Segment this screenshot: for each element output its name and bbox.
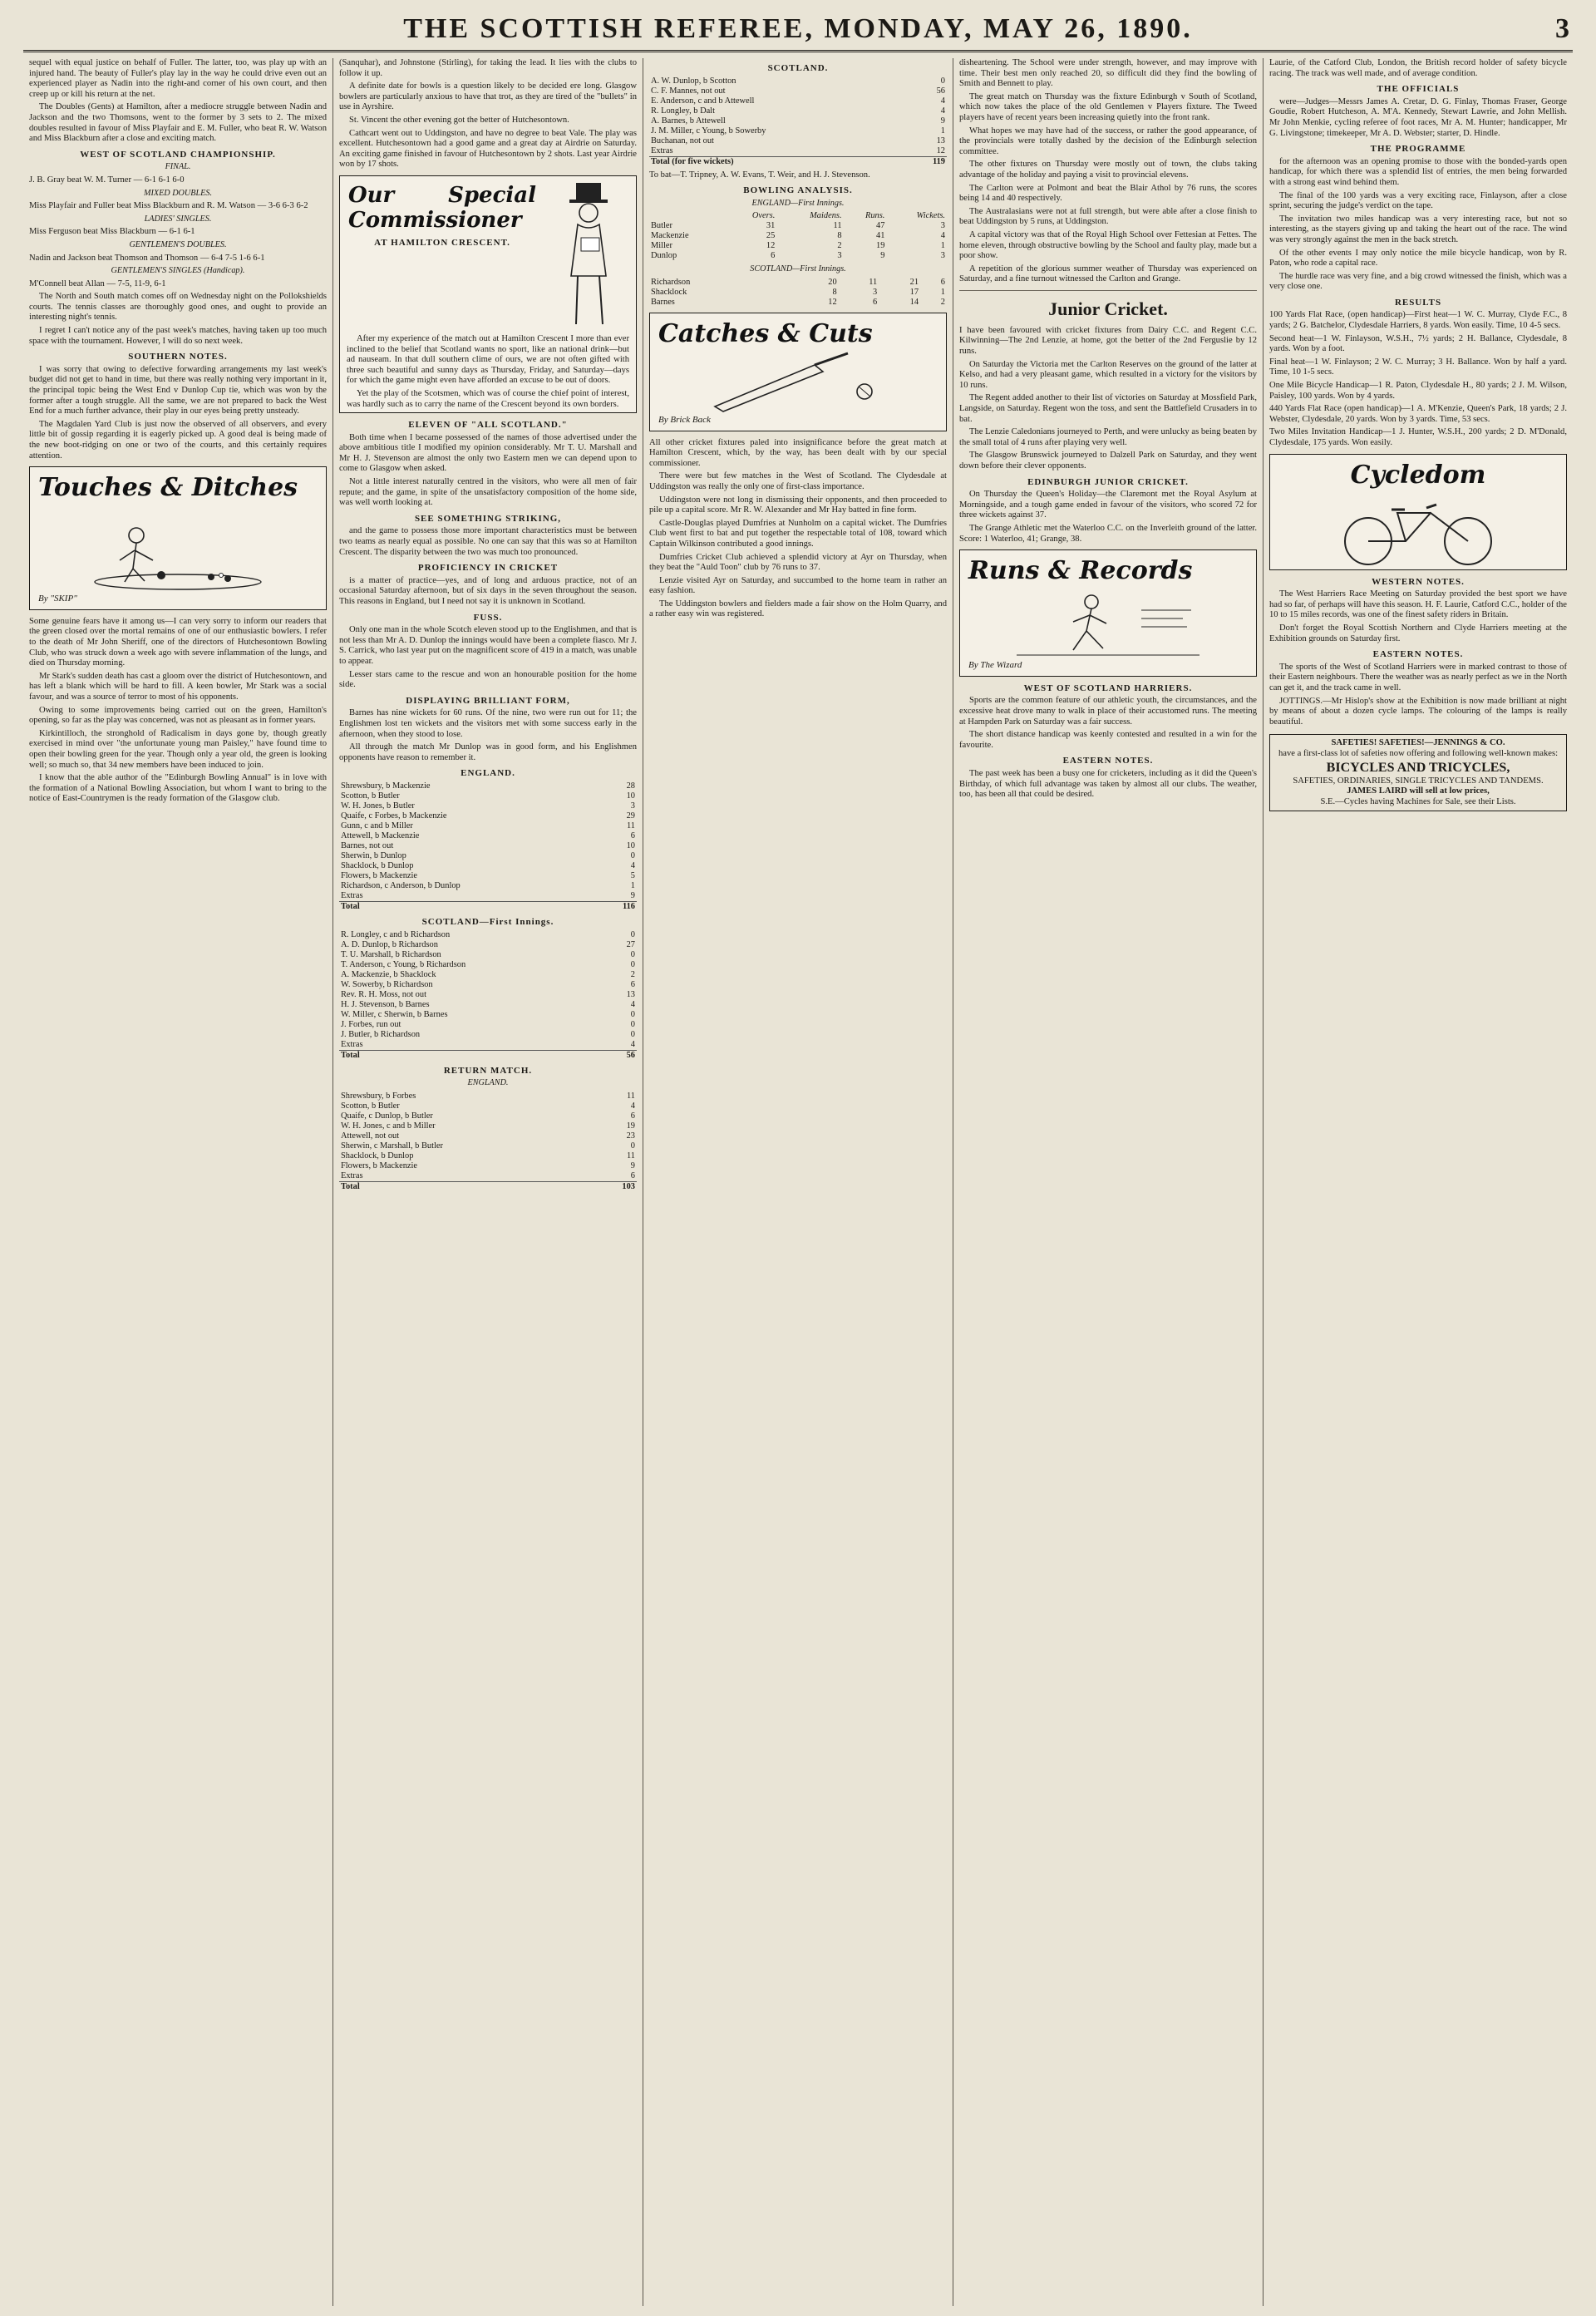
bicycle-sketch-icon: [1318, 490, 1518, 569]
ad-line: have a first-class lot of safeties now offering and following well-known makes:: [1278, 748, 1559, 758]
bowling-column-header: Overs.: [751, 211, 776, 221]
article-paragraph: Of the other events I may only notice the mile bicycle handicap, won by R. Paton, who rode a capital race.: [1269, 248, 1567, 269]
scorecard-scotland-return: [649, 76, 947, 167]
scorecard-row: H. J. Stevenson, b Barnes 4: [341, 999, 635, 1009]
bowling-subheading: SCOTLAND—First Innings.: [750, 264, 846, 274]
scorecard-row: W. Miller, c Sherwin, b Barnes 0: [341, 1009, 635, 1019]
jennings-advertisement: [1269, 734, 1567, 811]
panel-title: Runs & Records: [968, 556, 1193, 586]
scorecard-row: Shrewsbury, b Forbes 11: [341, 1091, 635, 1101]
bowling-row: Miller 12 2 19 1: [651, 241, 945, 251]
section-heading: WEST OF SCOTLAND CHAMPIONSHIP.: [80, 149, 276, 160]
article-paragraph: The Carlton were at Polmont and beat the Blair Athol by 76 runs, the scores being 14 and 40 respectively.: [959, 183, 1257, 204]
bowling-column-header: Maidens.: [810, 211, 842, 221]
scorecard-total: Total (for five wickets) 119: [651, 156, 945, 166]
scorecard-england: [339, 781, 637, 912]
article-paragraph: Lesser stars came to the rescue and won an honourable position for the home side.: [339, 669, 637, 690]
runner-sketch-icon: [1000, 585, 1216, 660]
scorecard-row: E. Anderson, c and b Attewell 4: [651, 96, 945, 106]
scorecard-row: Attewell, not out 23: [341, 1131, 635, 1141]
article-paragraph: Owing to some improvements being carried out on the green, Hamilton's opening, so far as the play was concerned, was not as pleasant as in former years.: [29, 705, 327, 726]
result-line: Second heat—1 W. Finlayson, W.S.H., 7½ yards; 2 H. Ballance, Clydesdale, 8 yards. Won by a foot.: [1269, 333, 1567, 354]
cricket-bat-sketch-icon: [690, 348, 906, 415]
result-line: J. B. Gray beat W. M. Turner — 6-1 6-1 6-0: [29, 175, 185, 185]
scorecard-scotland: [339, 930, 637, 1061]
article-paragraph: disheartening. The School were under strength, however, and may improve with time. Their best men only reached 20, so difficult did they find the bowling of Smith and Bennett to play.: [959, 58, 1257, 89]
article-paragraph: On Thursday the Queen's Holiday—the Claremont met the Royal Asylum at Morningside, and a tough game ended in favour of the visitors, who scored 72 for three wickets against 37.: [959, 490, 1257, 520]
article-paragraph: The North and South match comes off on Wednesday night on the Pollokshields courts. The tennis classes are thoroughly good ones, and ought to provide an interesting night's tennis.: [29, 292, 327, 323]
scorecard-row: Richardson, c Anderson, b Dunlop 1: [341, 880, 635, 890]
article-paragraph: JOTTINGS.—Mr Hislop's show at the Exhibition is now made brilliant at night by means of about a dozen cycle lamps. The colouring of the lamps is really beautiful.: [1269, 696, 1567, 727]
article-paragraph: sequel with equal justice on behalf of Fuller. The latter, too, was play up with an injured hand. The beauty of Fuller's play lay in the way he could drive even out an experienced player as Nadin into the right-and corner of his own court, and then creep up or kill his return at the net.: [29, 58, 327, 99]
scorecard-row: W. H. Jones, c and b Miller 19: [341, 1121, 635, 1131]
article-paragraph: The Uddingston bowlers and fielders made a fair show on the Holm Quarry, and a rather easy win was registered.: [649, 599, 947, 619]
columns: [23, 58, 1573, 2306]
article-paragraph: Barnes has nine wickets for 60 runs. Of the nine, two were run out for 11; the Englishmen lost ten wickets and the visitors met with some success early in the afternoon, when they stood to lose.: [339, 708, 637, 739]
section-heading: ELEVEN OF "ALL SCOTLAND.": [408, 420, 568, 431]
ad-headline: BICYCLES AND TRICYCLES,: [1326, 760, 1510, 775]
article-paragraph: A repetition of the glorious summer weather of Thursday was experienced on Saturday, and a fine turnout witnessed the Carlton and Grange.: [959, 264, 1257, 284]
article-paragraph: The sports of the West of Scotland Harriers were in marked contrast to those of their Eastern neighbours. There the weather was as nearly perfect as we in the North can get it, and the track came in well.: [1269, 662, 1567, 692]
panel-title: Catches & Cuts: [658, 318, 873, 348]
scorecard-row: Extras 12: [651, 145, 945, 155]
column-4: [953, 58, 1264, 2306]
result-line: 100 Yards Flat Race, (open handicap)—First heat—1 W. C. Murray, Clyde F.C., 8 yards; 2 G. Batchelor, Clydesdale Harriers, 8 yards. Won easily. Time, 10 4-5 secs.: [1269, 310, 1567, 331]
result-line: Nadin and Jackson beat Thomson and Thomson — 6-4 7-5 1-6 6-1: [29, 253, 265, 263]
article-paragraph: is a matter of practice—yes, and of long and arduous practice, not of an occasional Saturday afternoon, but of six days in the seven throughout the season. This reasons in England, but I need not say it is unknown in Scotland.: [339, 575, 637, 606]
article-paragraph: The invitation two miles handicap was a very interesting race, but not so interesting, as the stayers giving up and taking the heart out of the race. The wind was very strongly against the men in the back stretch.: [1269, 214, 1567, 244]
section-heading: EASTERN NOTES.: [1372, 649, 1464, 660]
scorecard-row: Shacklock, b Dunlop 11: [341, 1151, 635, 1160]
ad-line: SAFETIES! SAFETIES!—JENNINGS & CO.: [1331, 738, 1505, 748]
result-line: 440 Yards Flat Race (open handicap)—1 A. M'Kenzie, Queen's Park, 18 yards; 2 J. Webster, Clydesdale, 20 yards. Won by 3 yards. Time, 53 secs.: [1269, 404, 1567, 424]
scorecard-row: W. Sowerby, b Richardson 6: [341, 979, 635, 989]
section-heading: BOWLING ANALYSIS.: [743, 185, 853, 196]
scorecard-row: J. Forbes, run out 0: [341, 1019, 635, 1029]
special-commissioner-panel: [339, 175, 637, 413]
article-paragraph: The West Harriers Race Meeting on Saturday provided the best sport we have had so far, of perhaps will have this season. H. F. Laurie, Catford C.C., holder of the 10 to 15 miles records, was one of the finest safety riders in Britain.: [1269, 589, 1567, 620]
bowling-analysis-table-2: [649, 278, 947, 308]
runs-records-panel: [959, 549, 1257, 677]
scorecard-row: Scotton, b Butler 4: [341, 1101, 635, 1111]
bowling-column-header: Runs.: [865, 211, 885, 221]
panel-title: Touches & Ditches: [38, 473, 298, 503]
ad-line: SAFETIES, ORDINARIES, SINGLE TRICYCLES AND TANDEMS.: [1293, 776, 1544, 786]
bowling-row: Butler 31 11 47 3: [651, 221, 945, 231]
section-heading: WEST OF SCOTLAND HARRIERS.: [1023, 682, 1193, 693]
article-paragraph: I regret I can't notice any of the past week's matches, having taken up too much space with the tournament. However, I will do so next week.: [29, 326, 327, 346]
bowling-row: Shacklock 8 3 17 1: [651, 287, 945, 297]
article-paragraph: Both time when I became possessed of the names of those advertised under the above ambitious title I modified my opinion considerably. Mr T. U. Marshall and Mr H. J. Stevenson are almost the only two Eastern men we can depend upon to come to Glasgow when asked.: [339, 432, 637, 474]
scorecard-row: T. Anderson, c Young, b Richardson 0: [341, 959, 635, 969]
article-paragraph: Castle-Douglas played Dumfries at Nunholm on a capital wicket. The Dumfries Club went first to bat and put together the respectable total of 108, toward which Captain Wilkinson contributed a good innings.: [649, 518, 947, 549]
bowling-row: Dunlop 6 3 9 3: [651, 251, 945, 261]
article-paragraph: Laurie, of the Catford Club, London, the British record holder of safety bicycle racing. The track was well made, and of average condition.: [1269, 58, 1567, 78]
scorecard-row: Gunn, c and b Miller 11: [341, 820, 635, 830]
result-line: Final heat—1 W. Finlayson; 2 W. C. Murray; 3 H. Ballance. Won by half a yard. Time, 10 1-5 secs.: [1269, 357, 1567, 377]
scorecard-subheading: ENGLAND.: [467, 1078, 509, 1088]
scorecard-total: Total 116: [341, 901, 635, 911]
article-paragraph: The short distance handicap was keenly contested and resulted in a win for the favourite.: [959, 730, 1257, 750]
ad-line: S.E.—Cycles having Machines for Sale, see their Lists.: [1320, 796, 1516, 806]
commissioner-sketch-icon: [544, 176, 636, 334]
scorecard-heading: ENGLAND.: [461, 768, 515, 779]
result-line: LADIES' SINGLES.: [144, 214, 212, 224]
scorecard-total: Total 56: [341, 1050, 635, 1060]
article-paragraph: Sports are the common feature of our athletic youth, the circumstances, and the excessive heat drove many to walk in place of their accustomed runs. The meeting at Hampden Park on Saturday was a fair success.: [959, 696, 1257, 727]
scorecard-row: Quaife, c Dunlop, b Butler 6: [341, 1111, 635, 1121]
result-line: MIXED DOUBLES.: [143, 188, 213, 198]
scorecard-row: W. H. Jones, b Butler 3: [341, 801, 635, 811]
bowling-subheading: ENGLAND—First Innings.: [751, 198, 845, 208]
result-line: Miss Ferguson beat Miss Blackburn — 6-1 6-1: [29, 227, 195, 237]
bowling-row: Mackenzie 25 8 41 4: [651, 231, 945, 241]
result-line: Two Miles Invitation Handicap—1 J. Hunter, W.S.H., 200 yards; 2 D. M'Donald, Clydesdale, 175 yards. Won easily.: [1269, 427, 1567, 447]
scorecard-row: Scotton, b Butler 10: [341, 791, 635, 801]
scorecard-return: [339, 1091, 637, 1192]
article-paragraph: Only one man in the whole Scotch eleven stood up to the Englishmen, and that is not less than Mr A. D. Dunlop the innings would have been a complete fiasco. Mr J. S. Carrick, who last year put on the magnificent score of 419 in a match, was unable to appear.: [339, 625, 637, 666]
scorecard-row: C. F. Mannes, not out 56: [651, 86, 945, 96]
article-paragraph: The hurdle race was very fine, and a big crowd witnessed the finish, which was a very close one.: [1269, 271, 1567, 292]
touches-ditches-panel: [29, 466, 327, 610]
cycledom-panel: [1269, 454, 1567, 570]
bowling-column-header: Wickets.: [916, 211, 945, 221]
section-heading: SOUTHERN NOTES.: [128, 352, 228, 362]
article-paragraph: The Australasians were not at full strength, but were able after a close finish to beat Uddingston by 5 runs, at Uddingston.: [959, 206, 1257, 227]
article-paragraph: for the afternoon was an opening promise to those with the bonded-yards open handicap, for which there was a splendid list of entries, the men being forwarded with a strong east wind behind them.: [1269, 156, 1567, 187]
article-paragraph: Dumfries Cricket Club achieved a splendid victory at Ayr on Thursday, when they beat the "Auld Toon" club by 76 runs to 37.: [649, 552, 947, 573]
article-paragraph: The Glasgow Brunswick journeyed to Dalzell Park on Saturday, and they went down before their clever opponents.: [959, 451, 1257, 471]
article-paragraph: The great match on Thursday was the fixture Edinburgh v South of Scotland, which now takes the place of the old Gentlemen v Players fixture. The Tweed players have of recent years been increasing quietly into the front rank.: [959, 91, 1257, 122]
panel-byline: By Brick Back: [658, 414, 711, 425]
scorecard-row: A. W. Dunlop, b Scotton 0: [651, 76, 945, 86]
article-paragraph: A definite date for bowls is a question likely to be decided ere long. Glasgow bowlers are particularly anxious to have that trot, as they are tired of the "bullets" in use in Ayrshire.: [339, 81, 637, 112]
article-paragraph: Cathcart went out to Uddingston, and have no degree to beat Vale. The play was excellent. Hutchesontown had a good game and a great day at Airdrie on Saturday. An exciting game finished in favour of Hutchesontown by 2 shots. Last year Airdrie won by 17 shots.: [339, 128, 637, 170]
article-paragraph: All other cricket fixtures paled into insignificance before the great match at Hamilton Crescent, which, by the way, has been dealt with by our special commissioner.: [649, 437, 947, 468]
bowling-column-header: [649, 211, 727, 221]
article-paragraph: I was sorry that owing to defective forwarding arrangements my last week's budget did not get to hand in time, but there was really nothing very important in it, the principal topic being the West End v Dunlop Cup tie, which was won by the former after a tough struggle. All the same, we are not prepared to back the West End for a much further advance, their play in our eyes being pretty unsteady.: [29, 364, 327, 416]
article-paragraph: Lenzie visited Ayr on Saturday, and succumbed to the home team in rather an easy fashion.: [649, 575, 947, 596]
scorecard-heading: RETURN MATCH.: [443, 1065, 533, 1076]
article-paragraph: I know that the able author of the "Edinburgh Bowling Annual" is in love with the formation of a National Bowling Association, but whom I want to bring to the notice of East-Countrymen is the ready formation of the Glasgow club.: [29, 773, 327, 804]
page-number: 3: [1555, 13, 1569, 44]
article-paragraph: On Saturday the Victoria met the Carlton Reserves on the ground of the latter at Kelso, and had a very pleasant game, which resulted in a victory for the visitors by 10 runs.: [959, 359, 1257, 390]
masthead: [23, 12, 1573, 52]
article-paragraph: The Magdalen Yard Club is just now the observed of all observers, and every little bit of gossip regarding it is eagerly picked up. A good deal is being made of the new boot-ridging on one or two of the courts, and this certainly requires attention.: [29, 419, 327, 461]
scorecard-row: Extras 6: [341, 1170, 635, 1180]
column-2: [333, 58, 643, 2306]
article-paragraph: were—Judges—Messrs James A. Cretar, D. G. Finlay, Thomas Fraser, George Goudie, Robert Hutcheson, A. M'A. Kennedy, Stewart Lawrie, and John Mellish. Mr John Menkie, cycling referee of foot races, Mr A. M. Hunter; handicapper, Mr G. Livingstone; timekeeper, Mr A. D. Webster; starter, D. Hindle.: [1269, 96, 1567, 138]
article-paragraph: The Doubles (Gents) at Hamilton, after a mediocre struggle between Nadin and Jackson and the two Thomsons, went to the former by 3 sets to 2. The mixed doubles resulted in favour of Miss Playfair and E. M. Fuller, who beat R. W. Watson and Miss Blackburn after a close and exciting match.: [29, 102, 327, 144]
article-paragraph: Uddingston were not long in dismissing their opponents, and then proceeded to pile up a capital score. Mr R. W. Alexander and Mr Hay batted in fine form.: [649, 495, 947, 515]
article-paragraph: St. Vincent the other evening got the better of Hutchesontown.: [349, 115, 569, 125]
article-paragraph: Not a little interest naturally centred in the visitors, who were all men of fair repute; and the game, in spite of the unsatisfactory composition of the home side, was well worth looking at.: [339, 477, 637, 508]
bowling-row: Richardson 20 11 21 6: [651, 277, 945, 287]
section-heading: PROFICIENCY IN CRICKET: [417, 563, 559, 574]
section-heading: EASTERN NOTES.: [1062, 756, 1154, 766]
scorecard-row: J. M. Miller, c Young, b Sowerby 1: [651, 126, 945, 136]
scorecard-row: R. Longley, b Dalt 4: [651, 106, 945, 116]
scorecard-row: T. U. Marshall, b Richardson 0: [341, 949, 635, 959]
section-heading: RESULTS: [1394, 297, 1442, 308]
article-paragraph: The Lenzie Caledonians journeyed to Perth, and were unlucky as being beaten by the small total of 4 runs after playing very well.: [959, 427, 1257, 447]
article-paragraph: Some genuine fears have it among us—I can very sorry to inform our readers that the green closed over the mortal remains of one of our enthusiastic bowlers. I refer to the death of Mr John Sheriff, one of the directors of Hutchesontown Bowling Club, who was struck down a week ago with severe inflammation of the lungs, and died on Thursday morning.: [29, 616, 327, 668]
column-3: [643, 58, 953, 2306]
scorecard-row: Extras 4: [341, 1039, 635, 1049]
article-paragraph: Kirkintilloch, the stronghold of Radicalism in days gone by, though greatly exercised in mind over "the unfortunate young man Paisley," have found time to open their bowling green for the year. Though only a year old, the green is looking well; so much so, that 34 new members have been induced to join.: [29, 728, 327, 770]
scorecard-row: J. Butler, b Richardson 0: [341, 1029, 635, 1039]
panel-byline: By The Wizard: [968, 660, 1022, 671]
panel-title: Our Special Commissioner: [348, 182, 536, 233]
scorecard-heading: SCOTLAND—First Innings.: [421, 916, 554, 927]
article-paragraph: There were but few matches in the West of Scotland. The Clydesdale at Uddingston was really the only one of first-class importance.: [649, 471, 947, 491]
scorecard-row: Quaife, c Forbes, b Mackenzie 29: [341, 811, 635, 820]
article-paragraph: After my experience of the match out at Hamilton Crescent I more than ever inclined to the belief that Scotland wants no sport, like an national drink—but ad nauseam. In that dull southern clime of ours, we are not often gifted with three such beautiful and sunny days as Thursday, Friday, and Saturday—days for which the game might even have afforded an excuse to be out of doors.: [347, 333, 629, 386]
bowling-analysis-table: [649, 211, 947, 261]
article-paragraph: The final of the 100 yards was a very exciting race, Finlayson, after a close sprint, securing the judge's verdict on the tape.: [1269, 190, 1567, 211]
article-paragraph: All through the match Mr Dunlop was in good form, and his Englishmen opponents have reason to remember it.: [339, 742, 637, 762]
section-heading: FUSS.: [473, 612, 503, 623]
result-line: FINAL.: [165, 162, 191, 172]
result-line: GENTLEMEN'S SINGLES (Handicap).: [111, 266, 245, 276]
section-heading: DISPLAYING BRILLIANT FORM,: [406, 695, 570, 706]
panel-byline: By "SKIP": [38, 594, 77, 604]
bowler-sketch-icon: [78, 502, 278, 594]
scorecard-row: Extras 9: [341, 890, 635, 900]
panel-subtitle: AT HAMILTON CRESCENT.: [374, 237, 510, 248]
scorecard-row: Barnes, not out 10: [341, 840, 635, 850]
article-paragraph: and the game to possess those more important characteristics must be between two teams as nearly equal as possible. No one can say that this was so at Hamilton Crescent. The disparity between the two was much too pronounced.: [339, 526, 637, 557]
article-paragraph: Mr Stark's sudden death has cast a gloom over the district of Hutchesontown, and has left a blank which will be hard to fill. A keen bowler, Mr Stark was a social favour, and was a source of terror to most of his opponents.: [29, 671, 327, 702]
scorecard-row: Shrewsbury, b Mackenzie 28: [341, 781, 635, 791]
scorecard-row: Flowers, b Mackenzie 5: [341, 870, 635, 880]
panel-title: Cycledom: [1350, 460, 1486, 490]
section-heading: THE PROGRAMME: [1370, 144, 1466, 155]
scorecard-row: A. Mackenzie, b Shacklock 2: [341, 969, 635, 979]
article-paragraph: Don't forget the Royal Scottish Northern and Clyde Harriers meeting at the Exhibition grounds on Saturday first.: [1269, 623, 1567, 643]
article-paragraph: (Sanquhar), and Johnstone (Stirling), for taking the lead. It lies with the clubs to follow it up.: [339, 58, 637, 78]
section-heading: WESTERN NOTES.: [1372, 576, 1465, 587]
article-paragraph: The Grange Athletic met the Waterloo C.C. on the Inverleith ground of the latter. Score: 1 Waterloo, 41; Grange, 38.: [959, 523, 1257, 544]
article-paragraph: A capital victory was that of the Royal High School over Fettesian at Fettes. The home eleven, through obstructive bowling by the School and faulty play, made but a poor show.: [959, 229, 1257, 261]
scorecard-row: A. Barnes, b Attewell 9: [651, 116, 945, 126]
column-5: [1264, 58, 1573, 2306]
section-heading: SEE SOMETHING STRIKING,: [414, 513, 562, 524]
scorecard-note: To bat—T. Tripney, A. W. Evans, T. Weir, and H. J. Stevenson.: [649, 170, 870, 180]
result-line: One Mile Bicycle Handicap—1 R. Paton, Clydesdale H., 80 yards; 2 J. M. Wilson, Paisley, 100 yards. Won by 4 yards.: [1269, 381, 1567, 401]
scorecard-row: Rev. R. H. Moss, not out 13: [341, 989, 635, 999]
section-heading: THE OFFICIALS: [1377, 84, 1460, 95]
section-heading: Junior Cricket.: [1048, 298, 1168, 319]
scorecard-row: Sherwin, c Marshall, b Butler 0: [341, 1141, 635, 1151]
section-heading: EDINBURGH JUNIOR CRICKET.: [1027, 476, 1189, 487]
scorecard-total: Total 103: [341, 1181, 635, 1191]
result-line: M'Connell beat Allan — 7-5, 11-9, 6-1: [29, 278, 166, 288]
scorecard-row: A. D. Dunlop, b Richardson 27: [341, 939, 635, 949]
scorecard-row: Attewell, b Mackenzie 6: [341, 830, 635, 840]
scorecard-row: Flowers, b Mackenzie 9: [341, 1160, 635, 1170]
result-line: GENTLEMEN'S DOUBLES.: [129, 239, 227, 249]
scorecard-row: Buchanan, not out 13: [651, 136, 945, 145]
scorecard-row: R. Longley, c and b Richardson 0: [341, 929, 635, 939]
result-line: Miss Playfair and Fuller beat Miss Blackburn and R. M. Watson — 3-6 6-3 6-2: [29, 201, 308, 211]
column-1: [23, 58, 333, 2306]
scorecard-row: Shacklock, b Dunlop 4: [341, 860, 635, 870]
ad-line: JAMES LAIRD will sell at low prices,: [1347, 786, 1490, 796]
scorecard-heading: SCOTLAND.: [767, 63, 829, 73]
article-paragraph: I have been favoured with cricket fixtures from Dairy C.C. and Regent C.C. Kilwinning—The 2nd Lenzie, at home, got the better of the 2nd Ferguslie by 12 runs.: [959, 325, 1257, 357]
divider: [959, 290, 1257, 291]
bowling-row: Barnes 12 6 14 2: [651, 297, 945, 307]
article-paragraph: Yet the play of the Scotsmen, which was of course the chief point of interest, was hardly such as to carry the name of the Crescent beyond its own borders.: [347, 388, 629, 409]
scorecard-row: Sherwin, b Dunlop 0: [341, 850, 635, 860]
masthead-title: THE SCOTTISH REFEREE, MONDAY, MAY 26, 1890.: [403, 13, 1193, 44]
article-paragraph: The other fixtures on Thursday were mostly out of town, the clubs taking advantage of the holiday and paying a visit to provincial elevens.: [959, 160, 1257, 180]
article-paragraph: The Regent added another to their list of victories on Saturday at Mossfield Park, Langside, on Saturday. Regent won the toss, and sent the Battlefield Crusaders in to bat.: [959, 393, 1257, 424]
catches-cuts-panel: [649, 313, 947, 431]
article-paragraph: What hopes we may have had of the success, or rather the good appearance, of the provincials were totally dashed by the decision of the Edinburgh selection committee.: [959, 126, 1257, 156]
article-paragraph: The past week has been a busy one for cricketers, including as it did the Queen's Birthday, of which full advantage was taken by almost all our clubs. The weather, too, has been all that could be desired.: [959, 768, 1257, 800]
